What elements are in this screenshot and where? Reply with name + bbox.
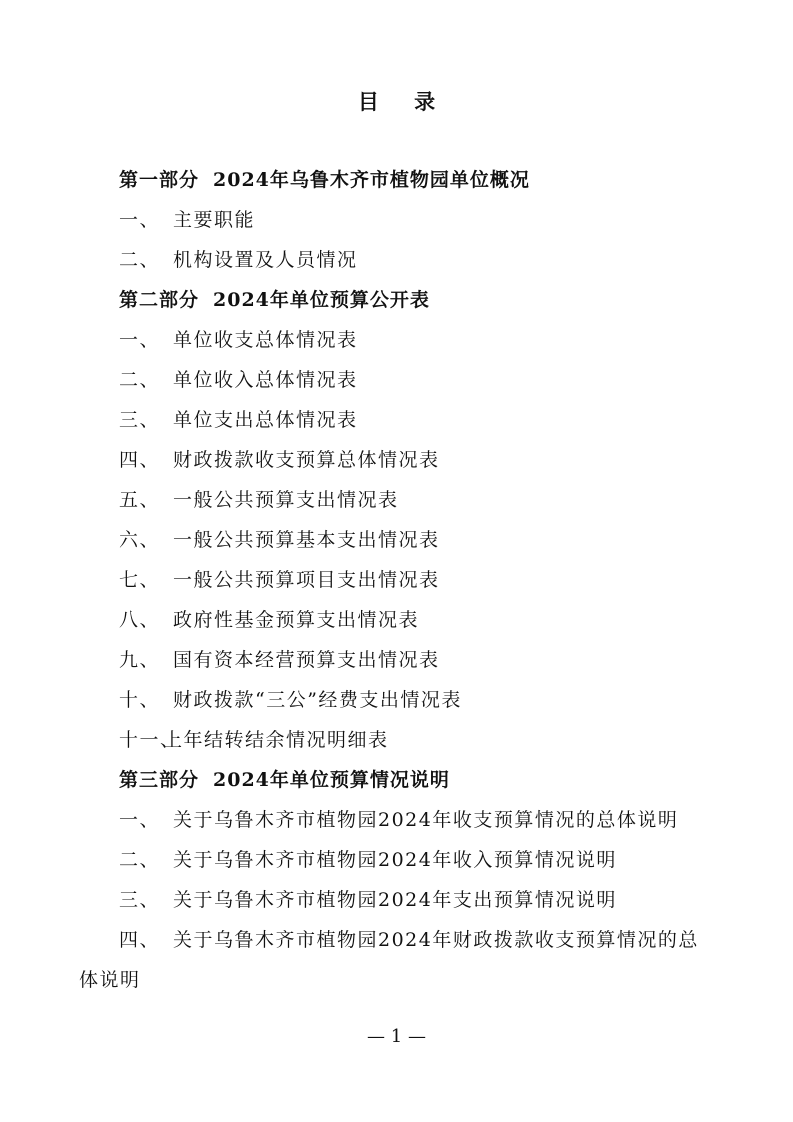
item-number: 九、 [119, 649, 161, 671]
item-number: 二、 [119, 249, 161, 271]
item-text: 关于乌鲁木齐市植物园2024年支出预算情况说明 [173, 889, 617, 911]
toc-item[interactable] [119, 880, 617, 920]
item-text: 上年结转结余情况明细表 [163, 729, 389, 751]
item-number: 二、 [119, 849, 161, 871]
section-number: 第一部分 [119, 169, 200, 191]
section-title: 2024年单位预算情况说明 [213, 769, 450, 791]
toc-item[interactable] [119, 360, 358, 400]
item-number: 五、 [119, 489, 161, 511]
item-text: 机构设置及人员情况 [173, 249, 358, 271]
item-text: 主要职能 [173, 209, 256, 231]
item-number: 三、 [119, 409, 161, 431]
section-heading-part-2[interactable] [119, 280, 430, 320]
toc-item[interactable] [119, 640, 440, 680]
item-text: 一般公共预算基本支出情况表 [173, 529, 440, 551]
toc-item[interactable] [119, 920, 699, 960]
toc-item[interactable] [119, 800, 678, 840]
item-text: 关于乌鲁木齐市植物园2024年财政拨款收支预算情况的总 [173, 929, 699, 951]
toc-item[interactable] [119, 720, 389, 760]
toc-item[interactable] [119, 440, 440, 480]
item-number: 一、 [119, 809, 161, 831]
toc-item[interactable] [119, 400, 358, 440]
section-title: 2024年单位预算公开表 [213, 289, 430, 311]
toc-item[interactable] [119, 480, 399, 520]
item-number: 六、 [119, 529, 161, 551]
section-number: 第二部分 [119, 289, 200, 311]
section-number: 第三部分 [119, 769, 200, 791]
toc-item-continuation[interactable]: 体说明 [79, 969, 141, 991]
item-number: 十一、 [119, 729, 181, 751]
toc-item[interactable] [119, 200, 255, 240]
item-text: 单位收入总体情况表 [173, 369, 358, 391]
page-number: — 1 — [367, 1026, 426, 1047]
item-text: 一般公共预算项目支出情况表 [173, 569, 440, 591]
section-title: 2024年乌鲁木齐市植物园单位概况 [213, 169, 530, 191]
item-text: 单位收支总体情况表 [173, 329, 358, 351]
item-number: 三、 [119, 889, 161, 911]
toc-item[interactable] [119, 240, 358, 280]
item-number: 十、 [119, 689, 161, 711]
item-text: 政府性基金预算支出情况表 [173, 609, 420, 631]
item-number: 一、 [119, 209, 161, 231]
item-text: 单位支出总体情况表 [173, 409, 358, 431]
item-text: 财政拨款“三公”经费支出情况表 [173, 689, 462, 711]
item-number: 二、 [119, 369, 161, 391]
item-number: 一、 [119, 329, 161, 351]
page-title: 目 录 [357, 89, 450, 114]
toc-item[interactable] [119, 680, 462, 720]
item-number: 八、 [119, 609, 161, 631]
toc-item[interactable] [119, 840, 617, 880]
section-heading-part-1[interactable] [119, 160, 530, 200]
item-text: 关于乌鲁木齐市植物园2024年收入预算情况说明 [173, 849, 617, 871]
item-number: 七、 [119, 569, 161, 591]
item-text: 国有资本经营预算支出情况表 [173, 649, 440, 671]
toc-item[interactable] [119, 520, 440, 560]
item-text: 一般公共预算支出情况表 [173, 489, 399, 511]
item-number: 四、 [119, 449, 161, 471]
item-text: 关于乌鲁木齐市植物园2024年收支预算情况的总体说明 [173, 809, 679, 831]
toc-item[interactable] [119, 560, 440, 600]
item-text: 财政拨款收支预算总体情况表 [173, 449, 440, 471]
toc-item[interactable] [119, 320, 358, 360]
item-number: 四、 [119, 929, 161, 951]
toc-item[interactable] [119, 600, 419, 640]
section-heading-part-3[interactable] [119, 760, 450, 800]
